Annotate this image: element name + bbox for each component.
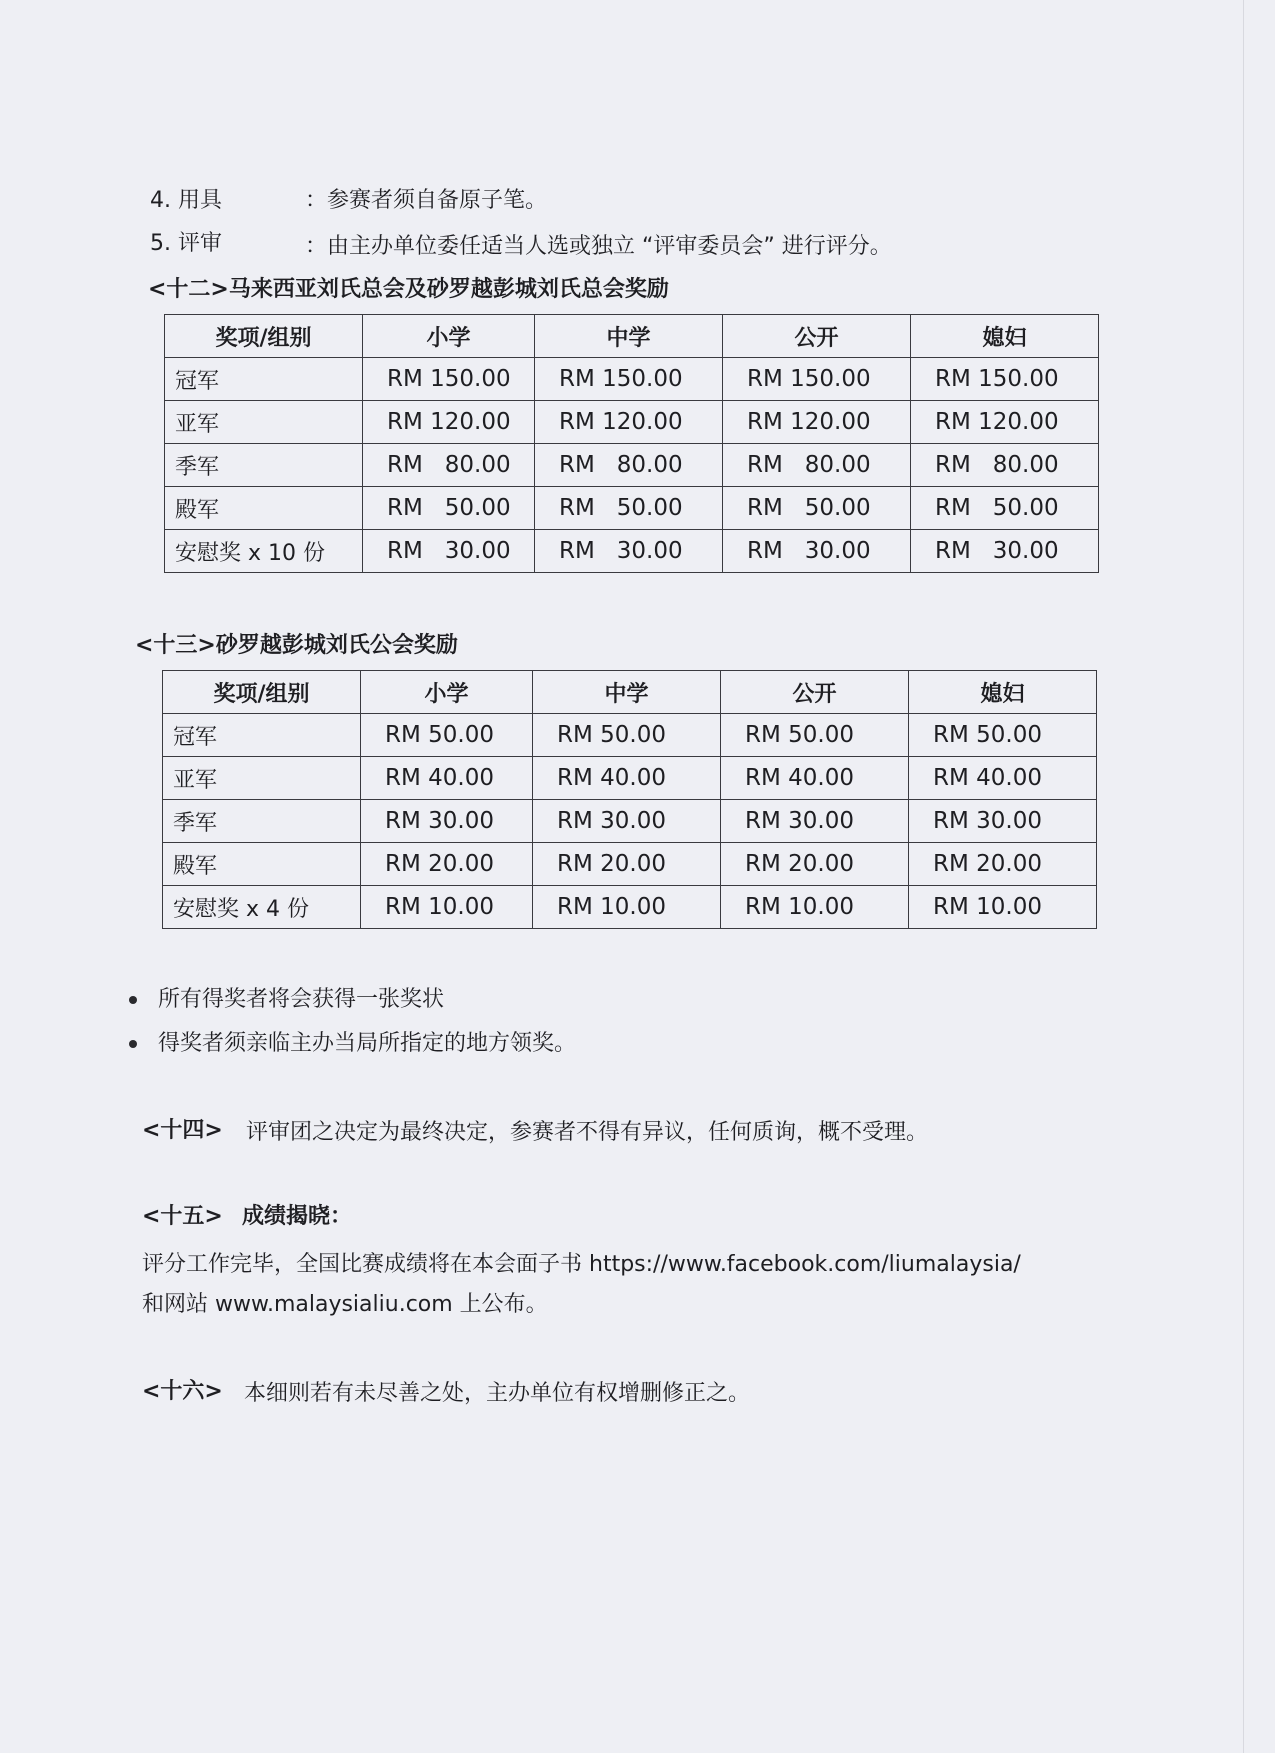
item-tools-text: ：参赛者须自备原子笔。 — [305, 188, 548, 213]
prize-label-cell: 冠军 — [165, 358, 363, 401]
prize-amount-cell: RM 40.00 — [361, 757, 533, 800]
prize-label-cell: 季军 — [163, 800, 361, 843]
prize-amount-cell: RM 40.00 — [721, 757, 909, 800]
prize-amount-cell: RM 20.00 — [721, 843, 909, 886]
prize-amount-cell: RM 10.00 — [721, 886, 909, 929]
prize-label-cell: 殿军 — [163, 843, 361, 886]
prize-amount-cell: RM 150.00 — [723, 358, 911, 401]
table-header-cell: 中学 — [535, 315, 723, 358]
prize-amount-cell: RM 30.00 — [911, 530, 1099, 573]
table-header-cell: 中学 — [533, 671, 721, 714]
table-header-cell: 小学 — [361, 671, 533, 714]
prize-amount-cell: RM 10.00 — [909, 886, 1097, 929]
item-tools — [150, 186, 222, 216]
prize-amount-cell: RM 150.00 — [535, 358, 723, 401]
section13-title: <十三>砂罗越彭城刘氏公会奖励 — [135, 633, 458, 658]
prize-amount-cell: RM 80.00 — [535, 444, 723, 487]
prize-amount-cell: RM 50.00 — [911, 487, 1099, 530]
prize-amount-cell: RM 120.00 — [363, 401, 535, 444]
section15-line2: 和网站 www.malaysialiu.com 上公布。 — [142, 1292, 548, 1317]
prize-amount-cell: RM 40.00 — [909, 757, 1097, 800]
table-header-row — [165, 315, 1099, 358]
table-row — [163, 714, 1097, 757]
prize-amount-cell: RM 50.00 — [533, 714, 721, 757]
table-row — [165, 401, 1099, 444]
table-header-cell: 媳妇 — [909, 671, 1097, 714]
table-row — [163, 800, 1097, 843]
table-row — [165, 530, 1099, 573]
prize-amount-cell: RM 20.00 — [533, 843, 721, 886]
prize-amount-cell: RM 50.00 — [535, 487, 723, 530]
prize-amount-cell: RM 10.00 — [361, 886, 533, 929]
prize-label-cell: 殿军 — [165, 487, 363, 530]
prize-label-cell: 亚军 — [163, 757, 361, 800]
prize-amount-cell: RM 80.00 — [723, 444, 911, 487]
prize-label-cell: 季军 — [165, 444, 363, 487]
prize-amount-cell: RM 20.00 — [361, 843, 533, 886]
bullet-collect-prize: 得奖者须亲临主办当局所指定的地方领奖。 — [158, 1031, 577, 1056]
prize-table-section12 — [164, 314, 1099, 573]
table-header-cell: 奖项/组别 — [163, 671, 361, 714]
prize-amount-cell: RM 120.00 — [723, 401, 911, 444]
section12-title: <十二>马来西亚刘氏总会及砂罗越彭城刘氏总会奖励 — [148, 277, 669, 302]
table-header-cell: 公开 — [723, 315, 911, 358]
table-row — [165, 487, 1099, 530]
item-judging-text: ：由主办单位委任适当人选或独立 “评审委员会” 进行评分。 — [305, 234, 892, 259]
prize-amount-cell: RM 50.00 — [361, 714, 533, 757]
prize-label-cell: 亚军 — [165, 401, 363, 444]
prize-amount-cell: RM 50.00 — [363, 487, 535, 530]
table-header-cell: 小学 — [363, 315, 535, 358]
section14-text: 评审团之决定为最终决定，参赛者不得有异议，任何质询，概不受理。 — [246, 1120, 929, 1145]
prize-amount-cell: RM 150.00 — [363, 358, 535, 401]
prize-amount-cell: RM 120.00 — [535, 401, 723, 444]
table-header-cell: 公开 — [721, 671, 909, 714]
prize-amount-cell: RM 50.00 — [721, 714, 909, 757]
bullet-certificate: 所有得奖者将会获得一张奖状 — [158, 987, 445, 1012]
table-header-cell: 奖项/组别 — [165, 315, 363, 358]
item-tools-label: 4. 用具 — [150, 188, 222, 213]
table-row — [163, 886, 1097, 929]
prize-amount-cell: RM 80.00 — [911, 444, 1099, 487]
prize-label-cell: 安慰奖 x 10 份 — [165, 530, 363, 573]
prize-amount-cell: RM 30.00 — [361, 800, 533, 843]
prize-amount-cell: RM 30.00 — [363, 530, 535, 573]
prize-amount-cell: RM 30.00 — [909, 800, 1097, 843]
prize-amount-cell: RM 150.00 — [911, 358, 1099, 401]
prize-amount-cell: RM 120.00 — [911, 401, 1099, 444]
section15-line1: 评分工作完毕，全国比赛成绩将在本会面子书 https://www.facebook.com/liumalaysia/ — [142, 1252, 1021, 1277]
prize-amount-cell: RM 50.00 — [909, 714, 1097, 757]
table-header-row — [163, 671, 1097, 714]
prize-amount-cell: RM 10.00 — [533, 886, 721, 929]
table-row — [163, 757, 1097, 800]
prize-amount-cell: RM 50.00 — [723, 487, 911, 530]
prize-amount-cell: RM 30.00 — [723, 530, 911, 573]
bullet-dot — [129, 996, 137, 1004]
item-judging-label: 5. 评审 — [150, 231, 222, 256]
scan-edge-line — [1243, 0, 1244, 1753]
section16-text: 本细则若有未尽善之处，主办单位有权增删修正之。 — [244, 1381, 751, 1406]
prize-label-cell: 安慰奖 x 4 份 — [163, 886, 361, 929]
prize-amount-cell: RM 30.00 — [535, 530, 723, 573]
table-row — [165, 358, 1099, 401]
prize-amount-cell: RM 80.00 — [363, 444, 535, 487]
section15-tag: <十五> — [142, 1204, 223, 1229]
prize-label-cell: 冠军 — [163, 714, 361, 757]
bullet-dot — [129, 1040, 137, 1048]
section14-tag: <十四> — [142, 1118, 223, 1143]
table-row — [163, 843, 1097, 886]
item-judging — [150, 229, 222, 259]
prize-amount-cell: RM 20.00 — [909, 843, 1097, 886]
prize-amount-cell: RM 30.00 — [533, 800, 721, 843]
section15-title: 成绩揭晓： — [242, 1204, 353, 1229]
prize-amount-cell: RM 40.00 — [533, 757, 721, 800]
section16-tag: <十六> — [142, 1379, 223, 1404]
prize-amount-cell: RM 30.00 — [721, 800, 909, 843]
prize-table-section13 — [162, 670, 1097, 929]
table-row — [165, 444, 1099, 487]
table-header-cell: 媳妇 — [911, 315, 1099, 358]
